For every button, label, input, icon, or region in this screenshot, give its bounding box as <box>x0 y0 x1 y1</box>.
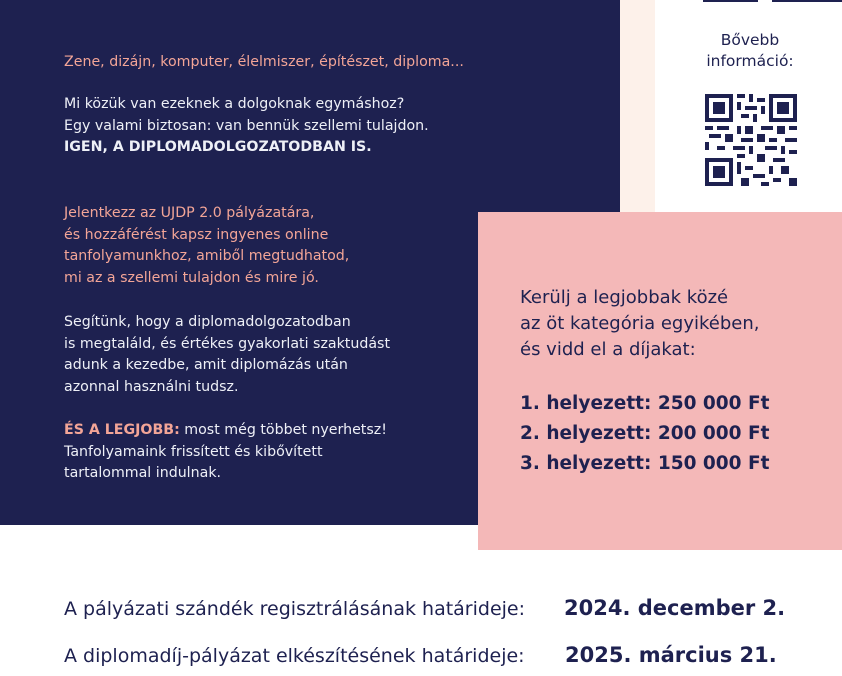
prize-panel <box>478 212 842 550</box>
prize-second: 2. helyezett: 200 000 Ft <box>520 423 770 444</box>
prize-intro: Kerülj a legjobbak közé az öt kategória egyikében, és vidd el a díjakat: <box>520 287 760 360</box>
best-highlight: ÉS A LEGJOBB: <box>64 422 180 438</box>
intro-emphasis: IGEN, A DIPLOMADOLGOZATODBAN IS. <box>64 139 372 155</box>
more-info-label: Bővebb információ: <box>706 31 794 70</box>
prize-third: 3. helyezett: 150 000 Ft <box>520 453 770 474</box>
help-paragraph: Segítünk, hogy a diplomadolgozatodban is megtaláld, és értékes gyakorlati szaktudást adunk a kezedbe, amit diplomázás után azonnal használni tudsz. <box>64 314 391 395</box>
qr-code-icon[interactable] <box>705 94 797 186</box>
prize-first: 1. helyezett: 250 000 Ft <box>520 393 770 414</box>
apply-paragraph: Jelentkezz az UJDP 2.0 pályázatára, és hozzáférést kapsz ingyenes online tanfolyamunkhoz, amiből megtudhatod, mi az a szellemi tulajdon és mire jó. <box>64 205 350 286</box>
deadline-label-submission: A diplomadíj-pályázat elkészítésének határideje: <box>64 645 525 667</box>
best-paragraph: ÉS A LEGJOBB: most még többet nyerhetsz! Tanfolyamaink frissített és kibővített tartalommal indulnak. <box>64 422 387 481</box>
deadline-date-registration: 2024. december 2. <box>564 596 786 620</box>
topics-line: Zene, dizájn, komputer, élelmiszer, építészet, diploma... <box>64 54 464 70</box>
deadline-label-registration: A pályázati szándék regisztrálásának határideje: <box>64 598 526 620</box>
decorative-bar <box>703 0 758 2</box>
decorative-bar <box>772 0 842 2</box>
intro-paragraph: Mi közük van ezeknek a dolgoknak egymáshoz? Egy valami biztosan: van bennük szellemi tulajdon. IGEN, A DIPLOMADOLGOZATODBAN IS. <box>64 96 429 155</box>
deadline-date-submission: 2025. március 21. <box>565 643 777 667</box>
